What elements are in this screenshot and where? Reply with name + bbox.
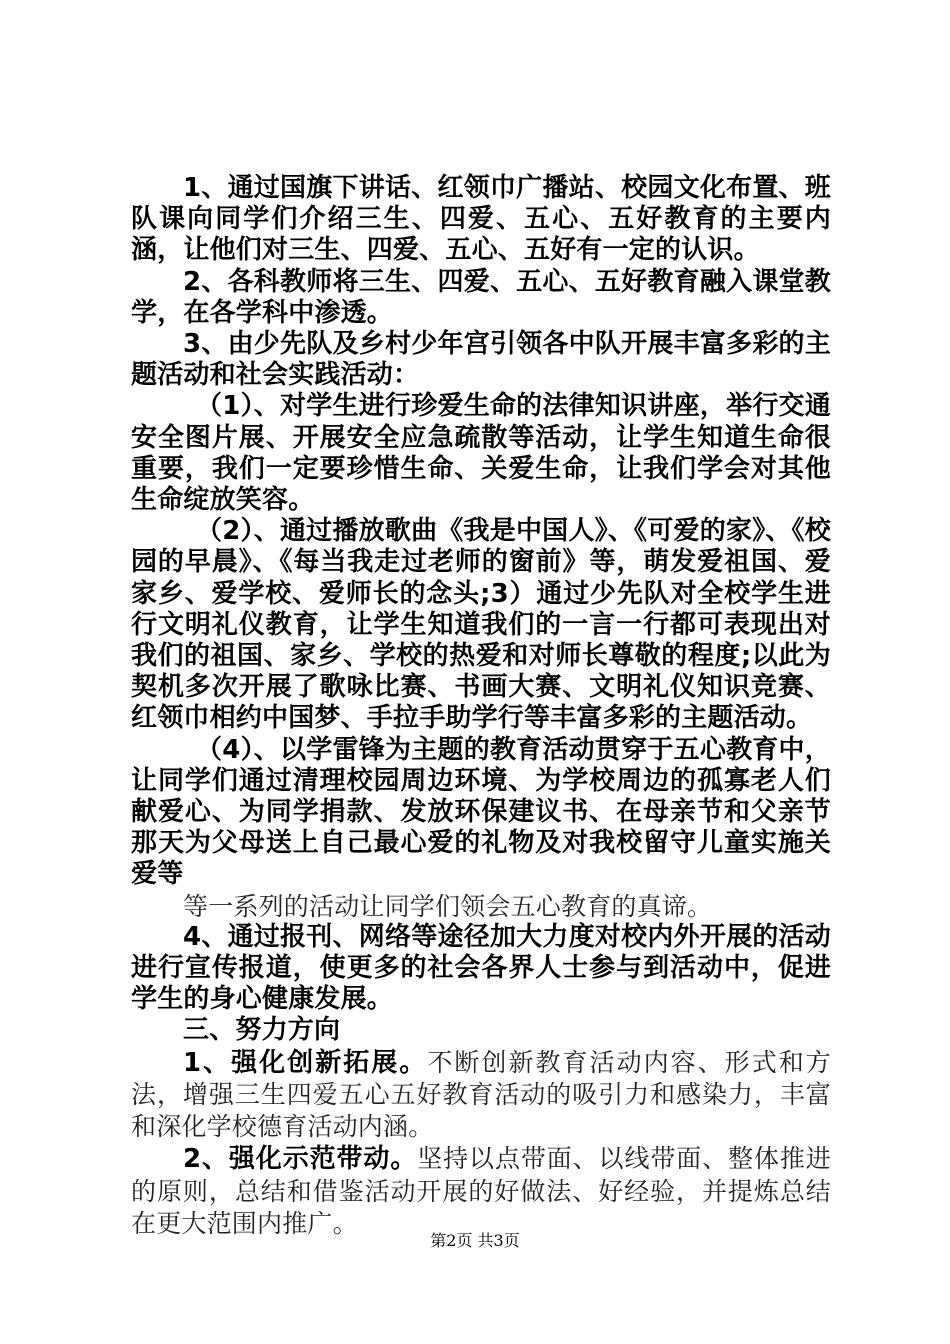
paragraph-sub-4: （4）、以学雷锋为主题的教育活动贯穿于五心教育中，让同学们通过清理校园周边环境、为学校周边的孤寡老人们献爱心、为同学捐款、发放环保建议书、在母亲节和父亲节那天为父母送上自己最心爱的礼物及对我校留守儿童实施关爱等 xyxy=(131,734,831,890)
direction-item-2-heading: 2、强化示范带动。 xyxy=(183,1144,418,1175)
direction-item-1-body: 不断创新教育活动内容、形式和方法，增强三生四爱五心五好教育活动的吸引力和感染力，丰富和深化学校德育活动内涵。 xyxy=(131,1047,831,1142)
paragraph-2: 2、各科教师将三生、四爱、五心、五好教育融入课堂教学，在各学科中渗透。 xyxy=(131,266,831,328)
paragraph-4: 4、通过报刊、网络等途径加大力度对校内外开展的活动进行宣传报道，使更多的社会各界人士参与到活动中，促进学生的身心健康发展。 xyxy=(131,921,831,1015)
paragraph-1: 1、通过国旗下讲话、红领巾广播站、校园文化布置、班队课向同学们介绍三生、四爱、五心、五好教育的主要内涵，让他们对三生、四爱、五心、五好有一定的认识。 xyxy=(131,173,831,266)
direction-item-2 xyxy=(131,1143,831,1240)
section-heading: 三、努力方向 xyxy=(183,1015,341,1046)
document-body xyxy=(131,173,831,1240)
paragraph-sub-1: （1）、对学生进行珍爱生命的法律知识讲座，举行交通安全图片展、开展安全应急疏散等活动，让学生知道生命很重要，我们一定要珍惜生命、关爱生命，让我们学会对其他生命绽放笑容。 xyxy=(131,391,831,516)
paragraph-3: 3、由少先队及乡村少年宫引领各中队开展丰富多彩的主题活动和社会实践活动： xyxy=(131,329,831,391)
direction-item-1-heading: 1、强化创新拓展。 xyxy=(183,1047,428,1078)
direction-item-1 xyxy=(131,1047,831,1144)
paragraph-continuation: 等一系列的活动让同学们领会五心教育的真谛。 xyxy=(183,891,713,921)
paragraph-sub-2: （2）、通过播放歌曲《我是中国人》、《可爱的家》、《校园的早晨》、《每当我走过老师的窗前》等，萌发爱祖国、爱家乡、爱学校、爱师长的念头;3）通过少先队对全校学生进行文明礼仪教育，让学生知道我们的一言一行都可表现出对我们的祖国、家乡、学校的热爱和对师长尊敬的程度;以此为契机多次开展了歌咏比赛、书画大赛、文明礼仪知识竞赛、红领巾相约中国梦、手拉手助学行等丰富多彩的主题活动。 xyxy=(131,516,831,734)
direction-item-2-body: 坚持以点带面、以线带面、整体推进的原则，总结和借鉴活动开展的好做法、好经验，并提炼总结在更大范围内推广。 xyxy=(131,1144,831,1238)
page-footer: 第2页 共3页 xyxy=(430,1231,520,1250)
